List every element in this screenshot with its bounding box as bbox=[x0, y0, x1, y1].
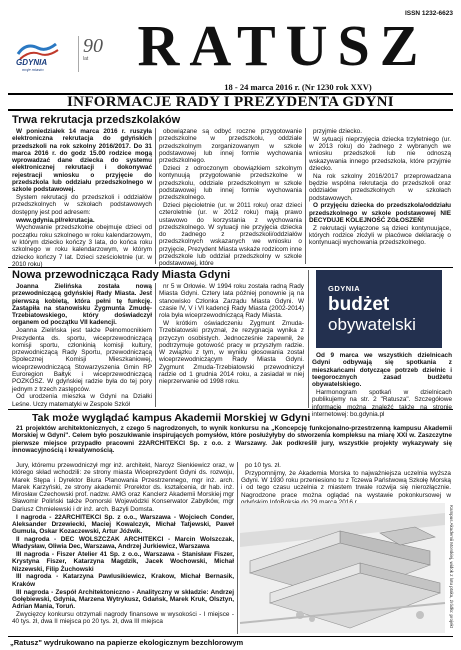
article1-column-1 bbox=[12, 128, 152, 266]
article3-column-2 bbox=[241, 462, 451, 502]
paragraph: obowiązane są odbyć roczne przygotowanie przedszkolne w przedszkolu, oddziale przedszkolnym zorganizowanym w szkole podstawowej lub innej formie wychowania przedszkolnego. bbox=[159, 128, 302, 165]
paragraph: Jury, któremu przewodniczył mgr inż. architekt, Narcyz Sienkiewicz oraz, w którego skład wchodzili: ze strony miasta Wiceprezydent Gdyni ds. rozwoju, Marek Stępa i Dyrektor Biura Planowania Przestrzennego, mgr inż. arch. Marek Karzyński, ze strony akademii: Prorektor ds. kształcenia, dr hab. inż. Mirosław Czechowski prof. nadzw. AMG oraz Kanclerz Akademii Morskiej mgr Sławomir Poliński także Pomorski Wojewódzki Konserwator Zabytków, mgr Dariusz Chmielewski i dr inż. arch. Bazyli Domsta. bbox=[12, 462, 234, 513]
campus-rendering[interactable] bbox=[240, 503, 445, 633]
masthead bbox=[8, 6, 455, 92]
logo-wordmark: GDYNIA bbox=[16, 58, 48, 67]
article3-headline[interactable]: Tak może wyglądać kampus Akademii Morskiej w Gdyni bbox=[32, 412, 311, 424]
article1-column-3 bbox=[309, 128, 451, 266]
award-2: II nagroda - DEC WOLSZCZAK ARCHITEKCI - Marcin Wolszczak, Władysław, Oliwia Dec, Warszawa, Andrzej Jurkiewicz, Warszawa bbox=[12, 535, 234, 551]
paragraph: W sytuacji nieprzyjęcia dziecka trzyletniego (ur. w 2013 roku) do żadnego z wybranych we wniosku przedszkoli lub nie odnoszą wskazywania innego przedszkola, które przyjmie dziecko. bbox=[309, 135, 451, 172]
column-divider bbox=[155, 283, 156, 407]
column-divider bbox=[305, 128, 306, 264]
paragraph: Joanna Zielińska jest także Pełnomocnikiem Prezydenta ds. sportu, wiceprzewodniczącą komisji sportu, członkinią komisji kultury, przewodniczącą Rady Sportu, przewodniczącą Społecznej Komisji Mieszkaniowej, wiceprzewodniczącą Stowarzyszenia Gmin RP Euroregion Bałtyk i wiceprzewodniczącą POZKOSZ. W gdyńskiej radzie była do tej pory jednym z trzech zastępców. bbox=[12, 327, 152, 393]
paragraph: Dzieci pięcioletnie (ur. w 2011 roku) oraz dzieci czteroletnie (ur. w 2012 roku) mają prawo ustawowo do korzystania z wychowania przedszkolnego. W sytuacji nie przyjęcia dziecka do żadnego z przedszkoli/oddziałów przedszkolnych wskazanych we wniosku o przyjęcie, Prezydent Miasta wskaże rodzicom inne przedszkole lub oddział przedszkolny w szkole podstawowej, które bbox=[159, 201, 302, 268]
paragraph: przyjmie dziecko. bbox=[313, 128, 363, 135]
anniversary-logo bbox=[78, 36, 106, 72]
column-divider bbox=[155, 128, 156, 264]
paragraph: Z rekrutacji wyłączone są dzieci kontynuujące, których rodzice złożyli w placówce deklarację o kontynuacji wychowania przedszkolnego. bbox=[309, 224, 451, 247]
award-1: I nagroda - 22ARCHITEKCI Sp. z o.o., Warszawa - Wojciech Conder, Aleksander Drzewiecki, Maciej Kowalczyk, Michał Tatjewski, Paweł Gumula, Oskar Kozaczewski, Artur Jóźwik. bbox=[12, 513, 234, 536]
paragraph: Harmonogram spotkań w dzielnicach publikujemy na str. 2 "Ratusza". Szczegółowe informacje można znaleźć także na stronie internetowej: bo.gdynia.pl bbox=[312, 388, 452, 418]
budget-city: GDYNIA bbox=[328, 284, 361, 293]
section-divider bbox=[8, 267, 453, 268]
paragraph: System rekrutacji do przedszkoli i oddziałów przedszkolnych w szkołach podstawowych dostępny jest pod adresem: bbox=[12, 194, 152, 216]
budget-lead: Od 9 marca we wszystkich dzielnicach Gdyni odbywają się spotkania z mieszkańcami dotyczące potrzeb dzielnic i teegorocznych zasad budżetu obywatelskiego. bbox=[312, 352, 452, 389]
paragraph: Wychowanie przedszkolne obejmuje dzieci od początku roku szkolnego w roku kalendarzowym, w którym dziecko kończy 3 lata, do końca roku szkolnego w roku kalendarzowym, w którym dziecko kończy 7 lat. Dzieci sześcioletnie (ur. w 2010 roku) bbox=[12, 224, 152, 268]
article3-column-1 bbox=[12, 462, 234, 636]
rendering-caption: Kampus Akademii Morskiej, widok z lotu ptaka, źródło: projekt bbox=[449, 505, 454, 629]
article2-column-1 bbox=[12, 283, 152, 407]
paragraph: Dzieci z odroczonym obowiązkiem szkolnym kontynuują przygotowanie przedszkolne w przedszkolu, oddziale przedszkolnym w szkole podstawowej lub innej formie wychowania przedszkolnego. bbox=[159, 164, 302, 202]
budget-article bbox=[312, 352, 452, 418]
footer-divider bbox=[8, 636, 453, 637]
section-divider bbox=[8, 409, 453, 410]
issue-date: 18 - 24 marca 2016 r. (Nr 1230 rok XXV) bbox=[224, 82, 372, 92]
article2-lead: Joanna Zielińska została nową przewodniczącą gdyńskiej Rady Miasta. Jest pierwszą kobietą, która pełni tę funkcję. Zastąpiła na stanowisku Zygmunta Zmudę-Trzebiatowskiego, który doświadczył organem od początku VII kadencji. bbox=[12, 283, 152, 327]
award-3c: III nagroda - Zespół Architektoniczno - Analityczny w składzie: Andrzej Gołębiewski, Gdynia, Marzena Wytrykusz, Gdańsk, Marek Kruk, Olsztyn, Adrian Mania, Toruń. bbox=[12, 588, 234, 611]
award-3: III nagroda - Fiszer Atelier 41 Sp. z o.o., Warszawa - Stanisław Fiszer, Krystyna Fiszer, Katarzyna Magdzik, Jacek Wochowski, Michał Nizzewski, Filip Żuchowski bbox=[12, 551, 234, 573]
paragraph: Przypomnijmy, że Akademia Morska to najważniejsza uczelnia wyższa Gdyni. W 1930 roku przeniesiono tu z Tczewa Państwową Szkołę Morską i od tego czasu uczelnia z miastem trwale rozwija się nierozłącznie. Nagrodzone prace można oglądać na wystawie pokonkursowej w bbox=[241, 469, 451, 499]
article2-headline[interactable]: Nowa przewodnicząca Rady Miasta Gdyni bbox=[12, 269, 231, 281]
award-3b: III nagroda - Katarzyna Pawlusikiewicz, Krakow, Michał Bernasik, Kraków bbox=[12, 573, 234, 588]
budget-banner[interactable] bbox=[316, 270, 442, 348]
article1-column-2 bbox=[159, 128, 302, 266]
warning-paragraph: O przyjęciu dziecka do przedszkola/oddziału przedszkolnego w szkole podstawowej NIE DECYDUJE KOLEJNOŚĆ ZGŁOSZEŃ! bbox=[309, 202, 451, 225]
paragraph: Od urodzenia mieszka w Gdyni na Działki Leśne. Uczy matematyki w Zespole Szkół bbox=[12, 393, 152, 408]
newspaper-title: RATUSZ bbox=[137, 13, 429, 78]
column-divider bbox=[237, 462, 238, 634]
rekrutacja-link[interactable]: www.gdynia.pl/rekrutacja. bbox=[16, 216, 95, 224]
budget-word-citizen: obywatelski bbox=[328, 315, 416, 334]
footer-note: „Ratusz" wydrukowano na papierze ekologicznym bezchlorowym bbox=[10, 638, 244, 647]
paragraph: Zwycięzcy konkursu otrzymali nagrody finansowe w wysokości - I miejsce - 40 tys. zł, dwa II miejsca po 20 tys. zł, dwa III miejsca bbox=[12, 610, 234, 626]
issn-number: ISSN 1232-6623 bbox=[404, 10, 453, 17]
paragraph: po 10 tys. zł. bbox=[245, 462, 281, 469]
logo-tagline: moje miasto bbox=[22, 67, 44, 72]
article3-lead bbox=[12, 425, 452, 461]
anniversary-number: 90 bbox=[83, 35, 103, 57]
anniversary-label: lat bbox=[83, 56, 89, 62]
campus-rendering-image bbox=[240, 503, 445, 633]
article1-lead: W poniedziałek 14 marca 2016 r. ruszyła elektroniczna rekrutacja do gdyńskich przedszkoli na rok szkolny 2016/2017. Do 31 marca 2016 r. do godz 15.00 rodzice mogą wprowadzać dane dziecka do systemu elektronicznej rekrutacji i dokonywać rejestracji wniosku o przyjęcie do przedszkola lub oddziału przedszkolnego w szkole podstawowej. bbox=[12, 128, 152, 194]
paragraph: Na rok szkolny 2016/2017 przeprowadzana będzie wspólna rekrutacja do przedszkoli oraz oddziałów przedszkolnych w szkołach podstawowych. bbox=[309, 172, 451, 202]
paragraph: W krótkim oświadczeniu Zygmunt Zmuda-Trzebiatowski przyznał, że rezygnacja wynika z przyczyn osobistych. Jednocześnie zapewnił, że podtrzymuje gotowość pracy w przyszłym radzie. W związku z tym, w wyniku głosowania został wiceprzewodniczącym Rady Miasta Gdyni. Zygmunt Zmuda-Trzebiatowski przewodniczył radzie od 1 grudnia 2014 roku, a zasiadał w niej nieprzerwanie od 1998 roku. bbox=[159, 319, 304, 386]
column-divider bbox=[308, 270, 309, 408]
article2-column-2 bbox=[159, 283, 304, 407]
budget-word: budżet bbox=[328, 294, 390, 315]
paragraph: nr 5 w Orłowie. W 1994 roku została radną Rady Miasta Gdyni. Cztery lata później ponownie ją na stanowisko Członka Zarządu Miasta Gdyni. W czasie IV, V i VI kadencji Rady Miasta (2002-2014) rola była wiceprzewodniczącą Rady Miasta. bbox=[159, 283, 304, 320]
lead-paragraph: 21 projektów architektonicznych, z czego 5 nagrodzonych, to wynik konkursu na „Koncepcję funkcjonalno-przestrzenną kampusu Akademii Morskiej w Gdyni". Celem było poszukiwanie inspirujących pomysłów, które posłużyłyby do stworzenia kompleksu na miarę XXI w. Zaszczytne pierwsze miejsce przypadło pracowni 22ARCHITEKCI Sp. z o.o. z Warszawy. Jak podkreślił jury, wszystkie projekty wykazywały się innowacyjnością i kreatywnością. bbox=[12, 425, 452, 454]
section-banner: INFORMACJE RADY I PREZYDENTA GDYNI bbox=[8, 93, 453, 111]
article1-headline[interactable]: Trwa rekrutacja przedszkolaków bbox=[12, 114, 181, 126]
gdynia-logo[interactable] bbox=[14, 36, 76, 72]
